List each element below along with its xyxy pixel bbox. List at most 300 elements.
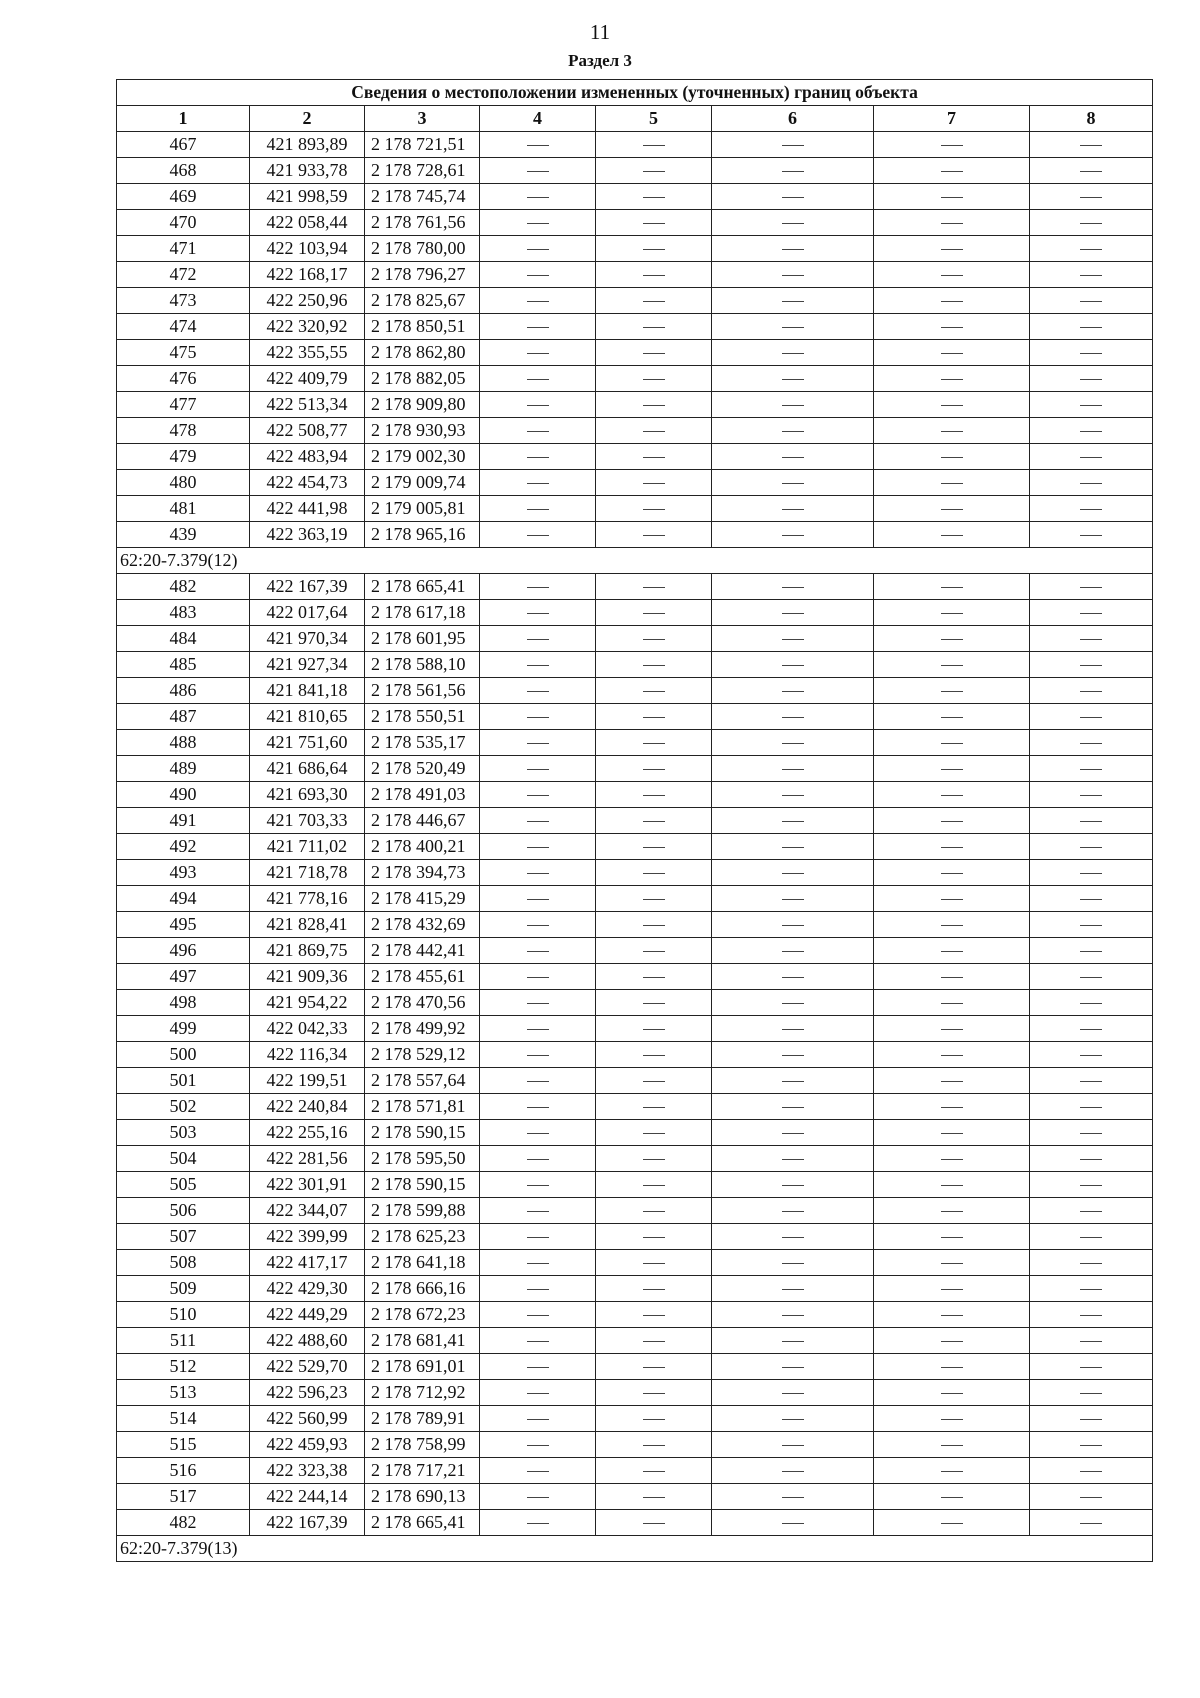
table-row	[117, 678, 1153, 704]
empty-value-cell	[596, 1198, 712, 1224]
point-number-cell: 485	[117, 652, 250, 678]
dash-mark	[782, 1003, 804, 1004]
empty-value-cell	[712, 704, 874, 730]
dash-mark	[1080, 743, 1102, 744]
dash-mark	[527, 821, 549, 822]
x-coordinate-cell: 421 869,75	[250, 938, 365, 964]
y-coordinate-cell: 2 178 745,74	[365, 184, 480, 210]
dash-mark	[941, 743, 963, 744]
dash-mark	[1080, 1445, 1102, 1446]
empty-value-cell	[596, 1328, 712, 1354]
dash-mark	[643, 769, 665, 770]
dash-mark	[1080, 223, 1102, 224]
table-row	[117, 574, 1153, 600]
y-coordinate-cell: 2 178 499,92	[365, 1016, 480, 1042]
dash-mark	[643, 1055, 665, 1056]
table-row	[117, 522, 1153, 548]
empty-value-cell	[1030, 1510, 1153, 1536]
empty-value-cell	[712, 964, 874, 990]
dash-mark	[782, 899, 804, 900]
dash-mark	[643, 1445, 665, 1446]
table-row	[117, 1458, 1153, 1484]
dash-mark	[527, 613, 549, 614]
empty-value-cell	[712, 1510, 874, 1536]
dash-mark	[1080, 249, 1102, 250]
dash-mark	[941, 1107, 963, 1108]
y-coordinate-cell: 2 178 625,23	[365, 1224, 480, 1250]
empty-value-cell	[712, 1172, 874, 1198]
empty-value-cell	[480, 340, 596, 366]
empty-value-cell	[874, 314, 1030, 340]
dash-mark	[782, 1055, 804, 1056]
empty-value-cell	[712, 1250, 874, 1276]
empty-value-cell	[712, 158, 874, 184]
empty-value-cell	[1030, 340, 1153, 366]
empty-value-cell	[712, 210, 874, 236]
dash-mark	[941, 405, 963, 406]
dash-mark	[1080, 769, 1102, 770]
empty-value-cell	[480, 418, 596, 444]
x-coordinate-cell: 421 751,60	[250, 730, 365, 756]
dash-mark	[527, 951, 549, 952]
dash-mark	[643, 1523, 665, 1524]
x-coordinate-cell: 422 240,84	[250, 1094, 365, 1120]
empty-value-cell	[874, 470, 1030, 496]
dash-mark	[527, 639, 549, 640]
empty-value-cell	[874, 1302, 1030, 1328]
point-number-cell: 469	[117, 184, 250, 210]
dash-mark	[527, 1081, 549, 1082]
y-coordinate-cell: 2 178 432,69	[365, 912, 480, 938]
empty-value-cell	[712, 340, 874, 366]
dash-mark	[782, 1523, 804, 1524]
x-coordinate-cell: 422 116,34	[250, 1042, 365, 1068]
y-coordinate-cell: 2 178 617,18	[365, 600, 480, 626]
column-header-7: 7	[874, 106, 1030, 132]
point-number-cell: 502	[117, 1094, 250, 1120]
empty-value-cell	[1030, 964, 1153, 990]
x-coordinate-cell: 421 718,78	[250, 860, 365, 886]
empty-value-cell	[874, 626, 1030, 652]
empty-value-cell	[874, 132, 1030, 158]
point-number-cell: 501	[117, 1068, 250, 1094]
dash-mark	[643, 795, 665, 796]
x-coordinate-cell: 421 711,02	[250, 834, 365, 860]
x-coordinate-cell: 422 244,14	[250, 1484, 365, 1510]
contour-label-row	[117, 1536, 1153, 1562]
empty-value-cell	[712, 1276, 874, 1302]
x-coordinate-cell: 421 909,36	[250, 964, 365, 990]
dash-mark	[1080, 1029, 1102, 1030]
dash-mark	[941, 197, 963, 198]
point-number-cell: 473	[117, 288, 250, 314]
point-number-cell: 508	[117, 1250, 250, 1276]
empty-value-cell	[596, 678, 712, 704]
empty-value-cell	[712, 652, 874, 678]
dash-mark	[782, 1315, 804, 1316]
empty-value-cell	[480, 990, 596, 1016]
dash-mark	[941, 301, 963, 302]
dash-mark	[527, 431, 549, 432]
empty-value-cell	[712, 1380, 874, 1406]
empty-value-cell	[1030, 1354, 1153, 1380]
empty-value-cell	[712, 756, 874, 782]
empty-value-cell	[712, 288, 874, 314]
dash-mark	[643, 1263, 665, 1264]
dash-mark	[1080, 1263, 1102, 1264]
empty-value-cell	[1030, 1120, 1153, 1146]
y-coordinate-cell: 2 178 415,29	[365, 886, 480, 912]
empty-value-cell	[480, 964, 596, 990]
dash-mark	[941, 1497, 963, 1498]
y-coordinate-cell: 2 178 665,41	[365, 574, 480, 600]
dash-mark	[941, 1263, 963, 1264]
empty-value-cell	[596, 626, 712, 652]
empty-value-cell	[596, 860, 712, 886]
dash-mark	[643, 223, 665, 224]
dash-mark	[782, 197, 804, 198]
dash-mark	[941, 1003, 963, 1004]
x-coordinate-cell: 421 810,65	[250, 704, 365, 730]
empty-value-cell	[596, 912, 712, 938]
dash-mark	[1080, 197, 1102, 198]
dash-mark	[941, 1445, 963, 1446]
dash-mark	[527, 1419, 549, 1420]
dash-mark	[941, 1419, 963, 1420]
dash-mark	[1080, 1055, 1102, 1056]
dash-mark	[527, 145, 549, 146]
dash-mark	[782, 301, 804, 302]
dash-mark	[941, 1289, 963, 1290]
y-coordinate-cell: 2 178 758,99	[365, 1432, 480, 1458]
x-coordinate-cell: 422 508,77	[250, 418, 365, 444]
y-coordinate-cell: 2 178 550,51	[365, 704, 480, 730]
y-coordinate-cell: 2 178 394,73	[365, 860, 480, 886]
dash-mark	[527, 535, 549, 536]
dash-mark	[643, 639, 665, 640]
empty-value-cell	[712, 444, 874, 470]
dash-mark	[527, 327, 549, 328]
y-coordinate-cell: 2 178 666,16	[365, 1276, 480, 1302]
point-number-cell: 494	[117, 886, 250, 912]
empty-value-cell	[480, 1068, 596, 1094]
dash-mark	[527, 1159, 549, 1160]
empty-value-cell	[874, 366, 1030, 392]
table-row	[117, 288, 1153, 314]
empty-value-cell	[1030, 1094, 1153, 1120]
empty-value-cell	[480, 210, 596, 236]
point-number-cell: 482	[117, 574, 250, 600]
dash-mark	[1080, 1159, 1102, 1160]
x-coordinate-cell: 422 596,23	[250, 1380, 365, 1406]
empty-value-cell	[874, 392, 1030, 418]
empty-value-cell	[480, 1354, 596, 1380]
dash-mark	[527, 743, 549, 744]
empty-value-cell	[596, 1016, 712, 1042]
point-number-cell: 497	[117, 964, 250, 990]
point-number-cell: 481	[117, 496, 250, 522]
empty-value-cell	[480, 938, 596, 964]
dash-mark	[1080, 587, 1102, 588]
empty-value-cell	[712, 678, 874, 704]
dash-mark	[1080, 431, 1102, 432]
empty-value-cell	[480, 1276, 596, 1302]
point-number-cell: 493	[117, 860, 250, 886]
point-number-cell: 512	[117, 1354, 250, 1380]
empty-value-cell	[596, 756, 712, 782]
x-coordinate-cell: 422 323,38	[250, 1458, 365, 1484]
empty-value-cell	[1030, 366, 1153, 392]
y-coordinate-cell: 2 178 690,13	[365, 1484, 480, 1510]
point-number-cell: 479	[117, 444, 250, 470]
table-row	[117, 314, 1153, 340]
table-body	[117, 132, 1153, 1562]
dash-mark	[643, 1081, 665, 1082]
dash-mark	[941, 951, 963, 952]
table-row	[117, 392, 1153, 418]
empty-value-cell	[596, 1510, 712, 1536]
dash-mark	[782, 1185, 804, 1186]
empty-value-cell	[480, 834, 596, 860]
dash-mark	[782, 275, 804, 276]
table-row	[117, 1042, 1153, 1068]
section-title: Раздел 3	[568, 51, 632, 70]
y-coordinate-cell: 2 178 721,51	[365, 132, 480, 158]
dash-mark	[941, 223, 963, 224]
dash-mark	[1080, 977, 1102, 978]
y-coordinate-cell: 2 178 470,56	[365, 990, 480, 1016]
empty-value-cell	[596, 210, 712, 236]
column-header-1: 1	[117, 106, 250, 132]
empty-value-cell	[1030, 782, 1153, 808]
empty-value-cell	[712, 626, 874, 652]
dash-mark	[527, 275, 549, 276]
dash-mark	[941, 535, 963, 536]
dash-mark	[527, 1133, 549, 1134]
table-row	[117, 1094, 1153, 1120]
y-coordinate-cell: 2 178 557,64	[365, 1068, 480, 1094]
empty-value-cell	[1030, 678, 1153, 704]
table-row	[117, 626, 1153, 652]
dash-mark	[941, 1315, 963, 1316]
empty-value-cell	[596, 1406, 712, 1432]
point-number-cell: 505	[117, 1172, 250, 1198]
empty-value-cell	[712, 1016, 874, 1042]
table-row	[117, 210, 1153, 236]
dash-mark	[941, 925, 963, 926]
empty-value-cell	[712, 730, 874, 756]
dash-mark	[643, 1497, 665, 1498]
empty-value-cell	[1030, 522, 1153, 548]
empty-value-cell	[874, 652, 1030, 678]
dash-mark	[1080, 1133, 1102, 1134]
empty-value-cell	[1030, 1198, 1153, 1224]
point-number-cell: 511	[117, 1328, 250, 1354]
dash-mark	[527, 847, 549, 848]
point-number-cell: 509	[117, 1276, 250, 1302]
dash-mark	[643, 353, 665, 354]
dash-mark	[782, 951, 804, 952]
empty-value-cell	[874, 834, 1030, 860]
y-coordinate-cell: 2 179 009,74	[365, 470, 480, 496]
dash-mark	[643, 431, 665, 432]
y-coordinate-cell: 2 178 665,41	[365, 1510, 480, 1536]
empty-value-cell	[1030, 990, 1153, 1016]
y-coordinate-cell: 2 178 601,95	[365, 626, 480, 652]
dash-mark	[1080, 353, 1102, 354]
empty-value-cell	[874, 964, 1030, 990]
y-coordinate-cell: 2 178 491,03	[365, 782, 480, 808]
y-coordinate-cell: 2 178 882,05	[365, 366, 480, 392]
dash-mark	[1080, 821, 1102, 822]
table-row	[117, 1172, 1153, 1198]
empty-value-cell	[712, 938, 874, 964]
dash-mark	[643, 509, 665, 510]
dash-mark	[527, 1211, 549, 1212]
table-row	[117, 470, 1153, 496]
table-row	[117, 1224, 1153, 1250]
dash-mark	[941, 899, 963, 900]
empty-value-cell	[1030, 886, 1153, 912]
empty-value-cell	[874, 1094, 1030, 1120]
empty-value-cell	[480, 132, 596, 158]
empty-value-cell	[1030, 132, 1153, 158]
x-coordinate-cell: 422 459,93	[250, 1432, 365, 1458]
dash-mark	[1080, 639, 1102, 640]
empty-value-cell	[712, 1198, 874, 1224]
empty-value-cell	[874, 1068, 1030, 1094]
dash-mark	[782, 1263, 804, 1264]
dash-mark	[527, 769, 549, 770]
dash-mark	[941, 847, 963, 848]
empty-value-cell	[596, 730, 712, 756]
dash-mark	[941, 691, 963, 692]
dash-mark	[643, 951, 665, 952]
x-coordinate-cell: 422 167,39	[250, 1510, 365, 1536]
empty-value-cell	[874, 1484, 1030, 1510]
dash-mark	[1080, 483, 1102, 484]
empty-value-cell	[596, 288, 712, 314]
empty-value-cell	[596, 418, 712, 444]
empty-value-cell	[596, 886, 712, 912]
empty-value-cell	[596, 1094, 712, 1120]
empty-value-cell	[480, 704, 596, 730]
empty-value-cell	[1030, 1328, 1153, 1354]
empty-value-cell	[596, 652, 712, 678]
empty-value-cell	[874, 1224, 1030, 1250]
empty-value-cell	[480, 886, 596, 912]
empty-value-cell	[874, 1432, 1030, 1458]
empty-value-cell	[874, 1406, 1030, 1432]
dash-mark	[782, 873, 804, 874]
empty-value-cell	[874, 522, 1030, 548]
dash-mark	[941, 457, 963, 458]
empty-value-cell	[596, 1224, 712, 1250]
point-number-cell: 482	[117, 1510, 250, 1536]
empty-value-cell	[596, 1354, 712, 1380]
point-number-cell: 498	[117, 990, 250, 1016]
point-number-cell: 477	[117, 392, 250, 418]
empty-value-cell	[712, 1328, 874, 1354]
empty-value-cell	[480, 574, 596, 600]
dash-mark	[1080, 691, 1102, 692]
table-row	[117, 1068, 1153, 1094]
table-row	[117, 600, 1153, 626]
empty-value-cell	[1030, 574, 1153, 600]
point-number-cell: 503	[117, 1120, 250, 1146]
empty-value-cell	[480, 860, 596, 886]
dash-mark	[941, 509, 963, 510]
empty-value-cell	[874, 990, 1030, 1016]
table-row	[117, 1120, 1153, 1146]
dash-mark	[643, 301, 665, 302]
empty-value-cell	[874, 1198, 1030, 1224]
empty-value-cell	[480, 626, 596, 652]
dash-mark	[527, 483, 549, 484]
point-number-cell: 486	[117, 678, 250, 704]
empty-value-cell	[874, 1172, 1030, 1198]
empty-value-cell	[480, 1224, 596, 1250]
empty-value-cell	[480, 1432, 596, 1458]
empty-value-cell	[712, 496, 874, 522]
point-number-cell: 490	[117, 782, 250, 808]
dash-mark	[782, 1133, 804, 1134]
empty-value-cell	[874, 288, 1030, 314]
empty-value-cell	[1030, 730, 1153, 756]
empty-value-cell	[596, 340, 712, 366]
dash-mark	[643, 275, 665, 276]
empty-value-cell	[596, 132, 712, 158]
x-coordinate-cell: 421 970,34	[250, 626, 365, 652]
table-row	[117, 782, 1153, 808]
dash-mark	[782, 1081, 804, 1082]
dash-mark	[941, 873, 963, 874]
empty-value-cell	[1030, 860, 1153, 886]
dash-mark	[527, 1315, 549, 1316]
empty-value-cell	[1030, 314, 1153, 340]
empty-value-cell	[712, 886, 874, 912]
dash-mark	[643, 249, 665, 250]
x-coordinate-cell: 421 927,34	[250, 652, 365, 678]
dash-mark	[643, 1159, 665, 1160]
dash-mark	[527, 1497, 549, 1498]
empty-value-cell	[596, 1146, 712, 1172]
empty-value-cell	[874, 418, 1030, 444]
empty-value-cell	[712, 392, 874, 418]
empty-value-cell	[874, 782, 1030, 808]
dash-mark	[941, 275, 963, 276]
x-coordinate-cell: 422 560,99	[250, 1406, 365, 1432]
dash-mark	[527, 301, 549, 302]
empty-value-cell	[874, 1354, 1030, 1380]
dash-mark	[643, 691, 665, 692]
y-coordinate-cell: 2 178 561,56	[365, 678, 480, 704]
empty-value-cell	[596, 1380, 712, 1406]
empty-value-cell	[596, 1120, 712, 1146]
dash-mark	[1080, 613, 1102, 614]
empty-value-cell	[874, 600, 1030, 626]
table-row	[117, 366, 1153, 392]
empty-value-cell	[1030, 184, 1153, 210]
column-header-row	[117, 106, 1153, 132]
point-number-cell: 500	[117, 1042, 250, 1068]
point-number-cell: 489	[117, 756, 250, 782]
table-row	[117, 912, 1153, 938]
empty-value-cell	[712, 262, 874, 288]
empty-value-cell	[1030, 418, 1153, 444]
y-coordinate-cell: 2 178 780,00	[365, 236, 480, 262]
empty-value-cell	[596, 938, 712, 964]
